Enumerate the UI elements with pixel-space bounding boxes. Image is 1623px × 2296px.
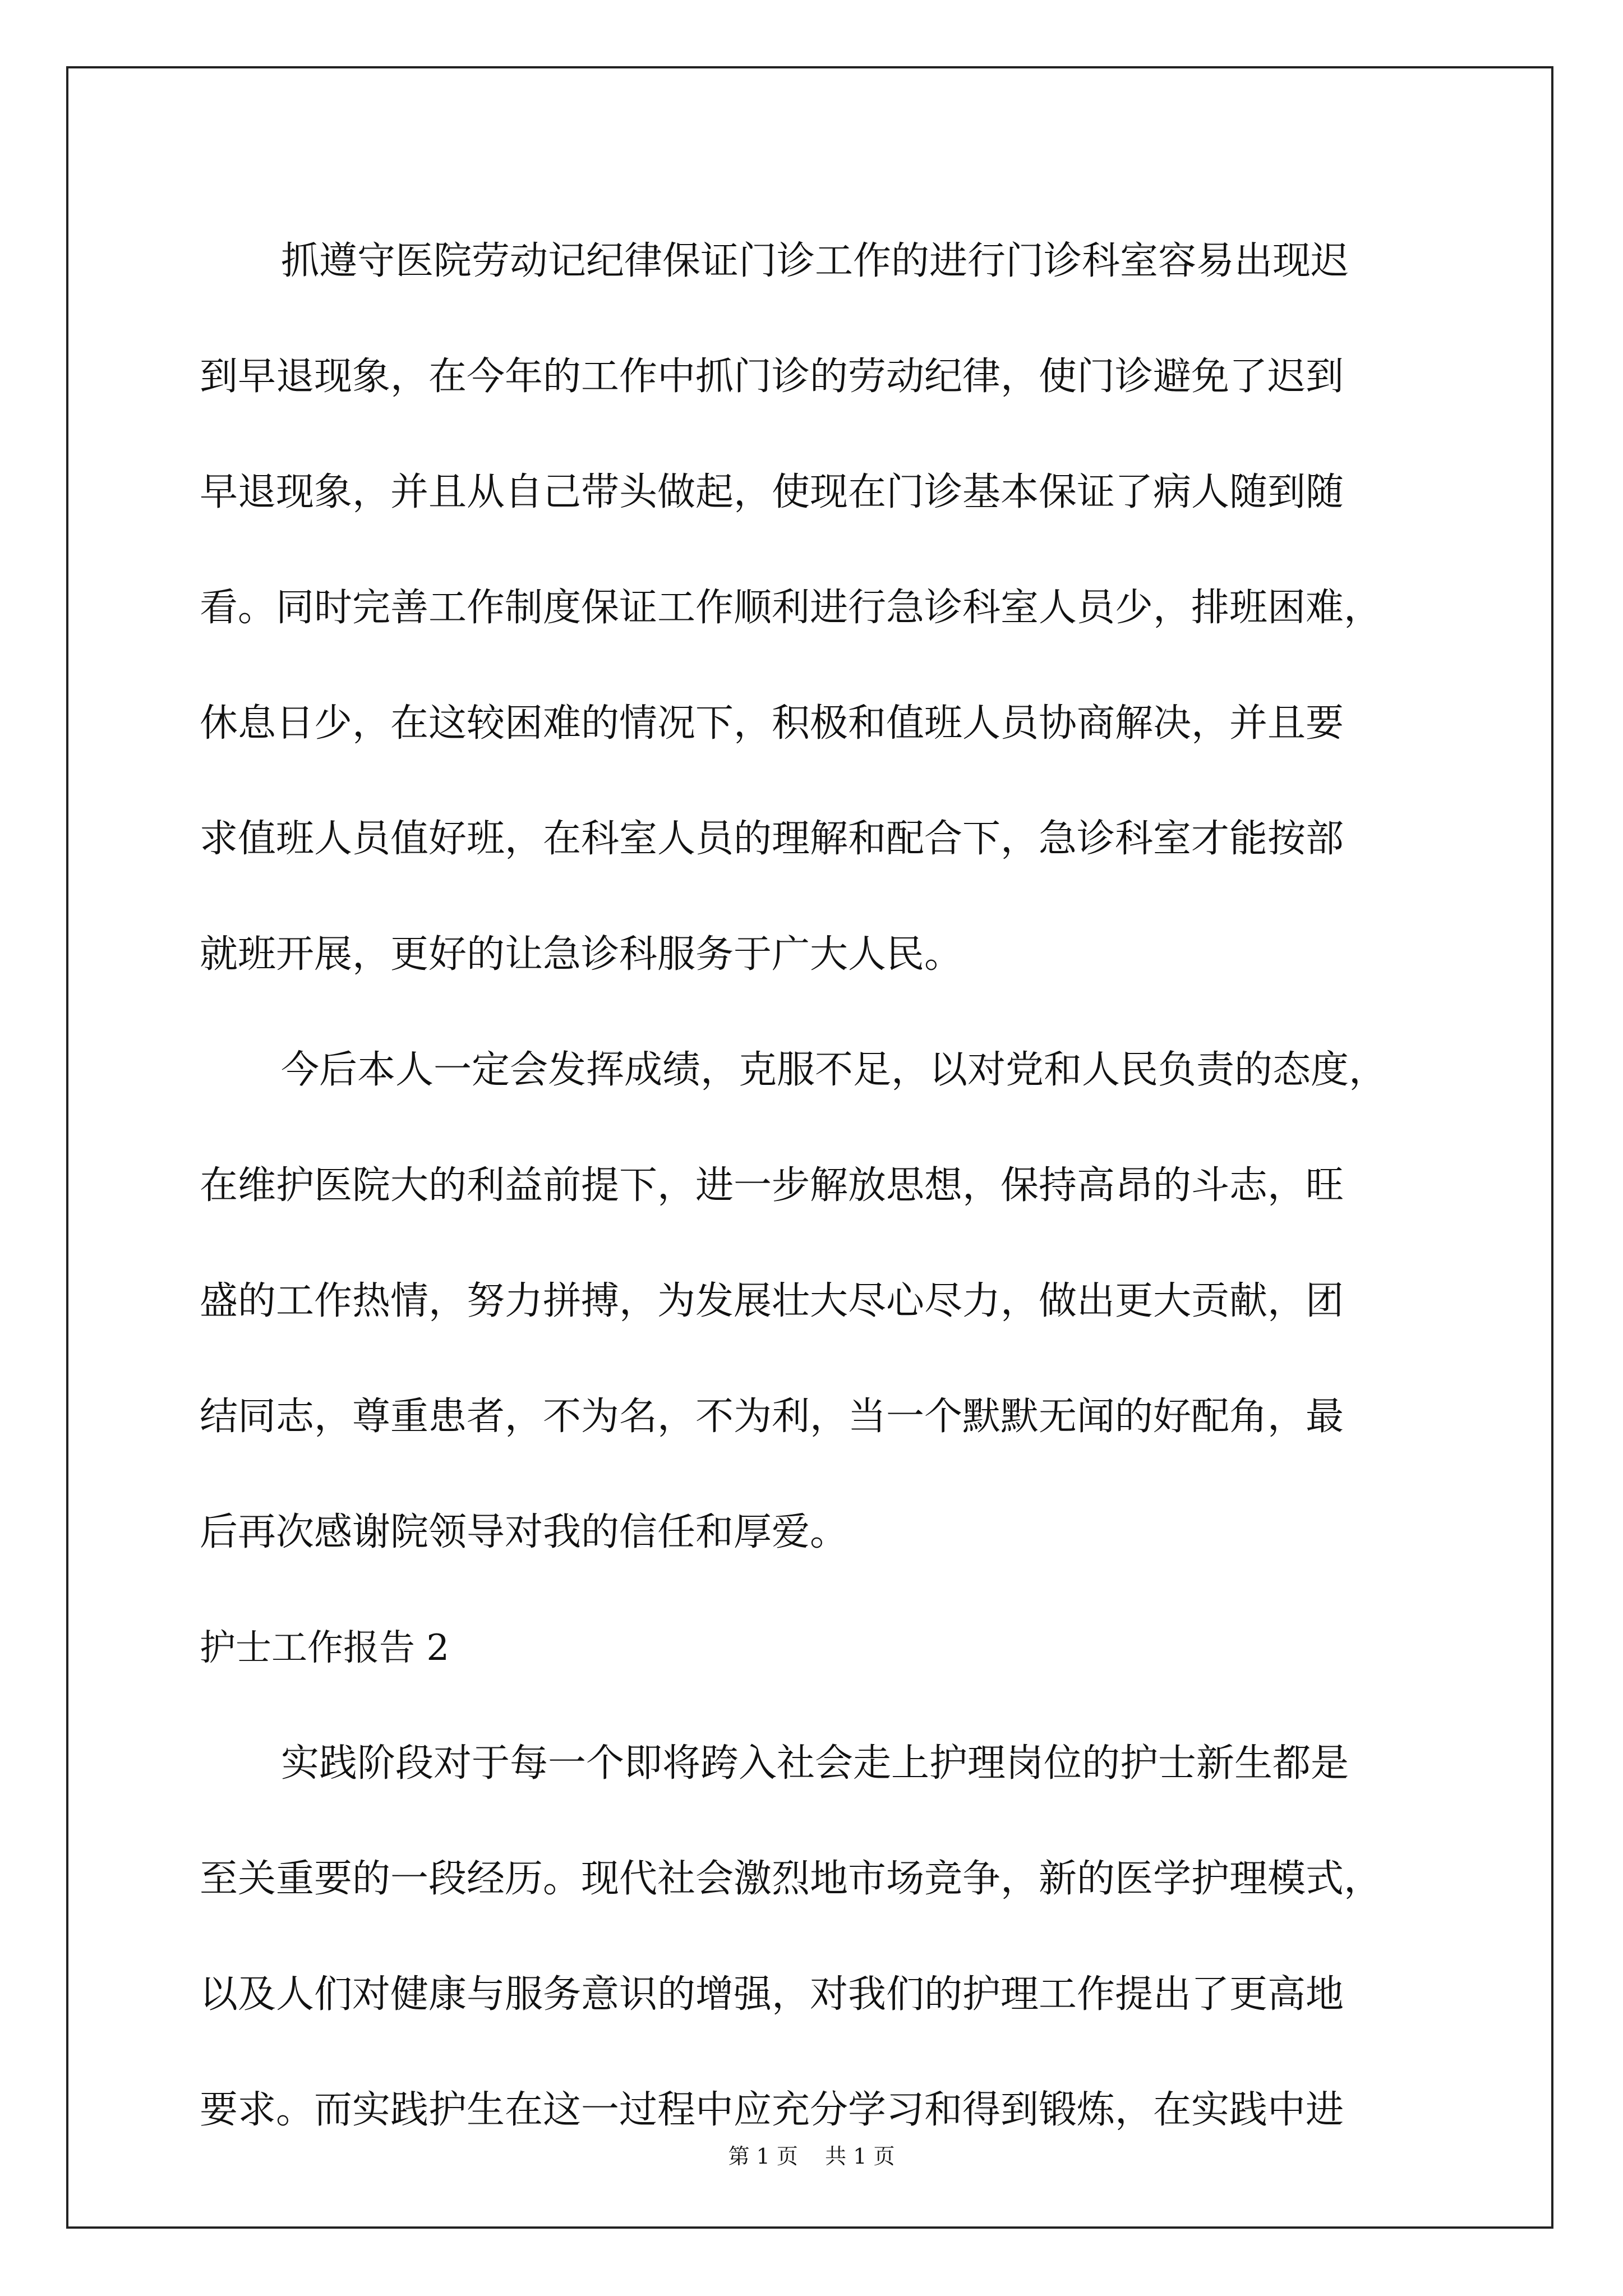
body-text [200,204,1450,2168]
text-line: 休息日少，在这较困难的情况下，积极和值班人员协商解决，并且要 [200,701,1344,746]
text-line: 就班开展，更好的让急诊科服务于广大人民。 [200,932,963,977]
text-line: 盛的工作热情，努力拼搏，为发展壮大尽心尽力，做出更大贡献，团 [200,1279,1344,1323]
text-line: 后再次感谢院领导对我的信任和厚爱。 [200,1510,849,1554]
text-line: 结同志，尊重患者，不为名，不为利，当一个默默无闻的好配角，最 [200,1395,1344,1439]
text-line: 以及人们对健康与服务意识的增强，对我们的护理工作提出了更高地 [200,1972,1344,2017]
text-line: 早退现象，并且从自己带头做起，使现在门诊基本保证了病人随到随 [200,470,1344,514]
text-line: 要求。而实践护生在这一过程中应充分学习和得到锻炼，在实践中进 [200,2088,1344,2132]
text-line: 到早退现象，在今年的工作中抓门诊的劳动纪律，使门诊避免了迟到 [200,355,1344,399]
section-heading: 护士工作报告 2 [200,1627,450,1669]
text-line: 在维护医院大的利益前提下，进一步解放思想，保持高昂的斗志，旺 [200,1163,1344,1208]
text-line: 求值班人员值好班，在科室人员的理解和配合下，急诊科室才能按部 [200,817,1344,861]
text-line: 至关重要的一段经历。现代社会激烈地市场竞争，新的医学护理模式， [200,1857,1382,1901]
text-line: 今后本人一定会发挥成绩，克服不足，以对党和人民负责的态度， [281,1048,1387,1092]
text-line: 抓遵守医院劳动记纪律保证门诊工作的进行门诊科室容易出现迟 [281,239,1349,283]
text-line: 看。同时完善工作制度保证工作顺利进行急诊科室人员少，排班困难， [200,586,1382,630]
page-footer: 第 1 页 共 1 页 [728,2144,895,2169]
text-line: 实践阶段对于每一个即将跨入社会走上护理岗位的护士新生都是 [281,1741,1349,1786]
